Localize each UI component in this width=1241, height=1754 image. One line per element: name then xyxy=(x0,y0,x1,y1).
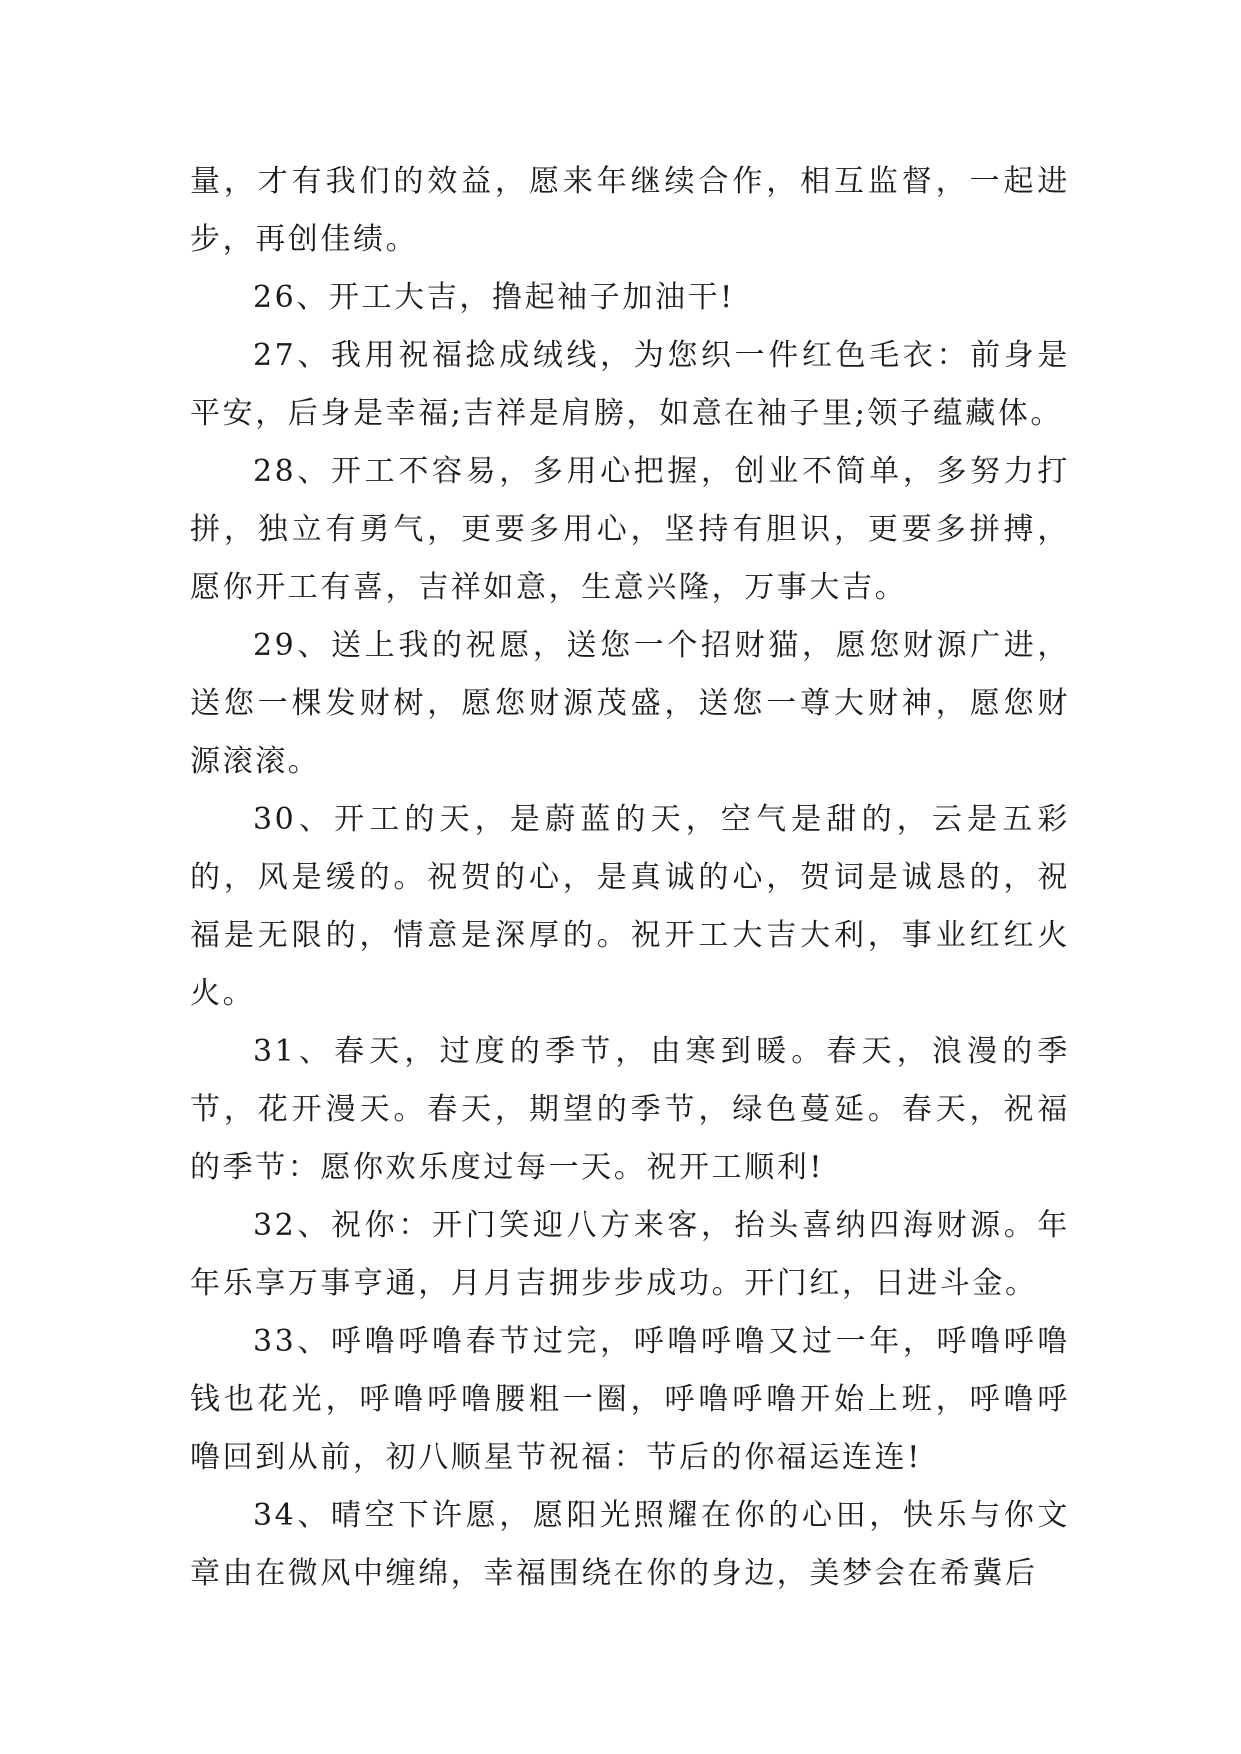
paragraph-continuation: 量，才有我们的效益，愿来年继续合作，相互监督，一起进步，再创佳绩。 xyxy=(190,164,1070,257)
document-page xyxy=(190,153,1070,1603)
paragraph-32: 32、祝你：开门笑迎八方来客，抬头喜纳四海财源。年年乐享万事亨通，月月吉拥步步成功。开门红，日进斗金。 xyxy=(190,1208,1070,1301)
paragraph-34: 34、晴空下许愿，愿阳光照耀在你的心田，快乐与你文章由在微风中缠绵，幸福围绕在你的身边，美梦会在希冀后 xyxy=(190,1498,1070,1591)
paragraph-33: 33、呼噜呼噜春节过完，呼噜呼噜又过一年，呼噜呼噜钱也花光，呼噜呼噜腰粗一圈，呼噜呼噜开始上班，呼噜呼噜回到从前，初八顺星节祝福：节后的你福运连连! xyxy=(190,1324,1070,1475)
paragraph-30: 30、开工的天，是蔚蓝的天，空气是甜的，云是五彩的，风是缓的。祝贺的心，是真诚的心，贺词是诚恳的，祝福是无限的，情意是深厚的。祝开工大吉大利，事业红红火火。 xyxy=(190,802,1070,1011)
paragraph-28: 28、开工不容易，多用心把握，创业不简单，多努力打拼，独立有勇气，更要多用心，坚持有胆识，更要多拼搏，愿你开工有喜，吉祥如意，生意兴隆，万事大吉。 xyxy=(190,454,1070,605)
paragraph-27: 27、我用祝福捻成绒线，为您织一件红色毛衣：前身是平安，后身是幸福;吉祥是肩膀，如意在袖子里;领子蕴藏体。 xyxy=(190,338,1070,431)
paragraph-31: 31、春天，过度的季节，由寒到暖。春天，浪漫的季节，花开漫天。春天，期望的季节，绿色蔓延。春天，祝福的季节：愿你欢乐度过每一天。祝开工顺利! xyxy=(190,1034,1070,1185)
paragraph-26: 26、开工大吉，撸起袖子加油干! xyxy=(253,280,735,315)
paragraph-29: 29、送上我的祝愿，送您一个招财猫，愿您财源广进，送您一棵发财树，愿您财源茂盛，送您一尊大财神，愿您财源滚滚。 xyxy=(190,628,1070,779)
